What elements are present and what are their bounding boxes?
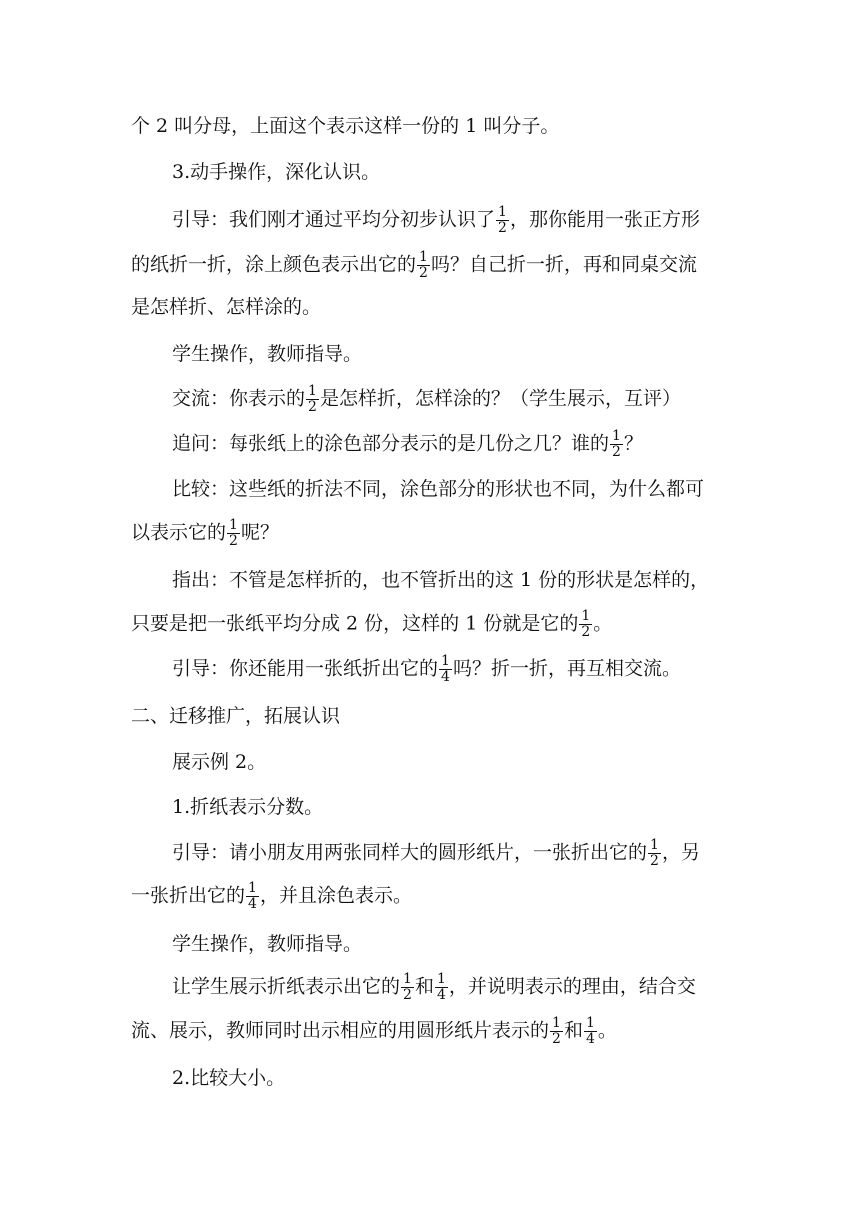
text-line: 引导：请小朋友用两张同样大的圆形纸片，一张折出它的 $\frac{1}{2}$ ，另 [172,837,700,869]
section-heading: 2.比较大小。 [172,1067,286,1089]
text-line: 展示例 2。 [172,751,267,773]
fraction-half: $\frac{1}{2}$ [498,204,507,236]
text-line: 是怎样折、怎样涂的。 [131,296,322,318]
section-heading: 二、迁移推广，拓展认识 [131,705,341,727]
fraction-quarter: $\frac{1}{4}$ [585,1015,595,1047]
text-line: 只要是把一张纸平均分成 2 份，这样的 1 份就是它的 $\frac{1}{2}$ 。 [131,608,613,640]
fraction-half: $\frac{1}{2}$ [552,1015,561,1047]
fraction-quarter: $\frac{1}{4}$ [441,653,450,685]
fraction-half: $\frac{1}{2}$ [308,383,317,415]
text-line: 交流：你表示的 $\frac{1}{2}$ 是怎样折，怎样涂的？（学生展示，互评） [172,383,681,415]
fraction-quarter: $\frac{1}{4}$ [436,971,446,1003]
section-heading: 1.折纸表示分数。 [172,796,324,818]
text-line: 追问：每张纸上的涂色部分表示的是几份之几？谁的 $\frac{1}{2}$ ？ [172,428,643,460]
text-line: 引导：我们刚才通过平均分初步认识了 $\frac{1}{2}$ ，那你能用一张正方形 [172,204,700,236]
text-line: 个 2 叫分母，上面这个表示这样一份的 1 叫分子。 [131,115,560,137]
fraction-half: $\frac{1}{2}$ [650,837,659,869]
fraction-quarter: $\frac{1}{4}$ [248,880,257,912]
fraction-half: $\frac{1}{2}$ [229,517,238,549]
text-line: 引导：你还能用一张纸折出它的 $\frac{1}{4}$ 吗？折一折，再互相交流。 [172,653,681,685]
text-line: 学生操作，教师指导。 [172,343,363,365]
text-line: 一张折出它的 $\frac{1}{4}$ ，并且涂色表示。 [131,880,412,912]
text-line: 比较：这些纸的折法不同，涂色部分的形状也不同，为什么都可 [172,478,705,500]
fraction-half: $\frac{1}{2}$ [581,608,591,640]
fraction-half: $\frac{1}{2}$ [403,971,412,1003]
text-line: 指出：不管是怎样折的，也不管折出的这 1 份的形状是怎样的， [172,569,710,591]
text-line: 让学生展示折纸表示出它的 $\frac{1}{2}$ 和 $\frac{1}{4}$ ，并说明表示的理由，结合交 [172,971,696,1003]
text-line: 流、展示，教师同时出示相应的用圆形纸片表示的 $\frac{1}{2}$ 和 $\frac{1}{4}$ 。 [131,1015,617,1047]
text-line: 学生操作，教师指导。 [172,933,363,955]
section-heading: 3.动手操作，深化认识。 [172,161,381,183]
text-line: 的纸折一折，涂上颜色表示出它的 $\frac{1}{2}$ 吗？自己折一折，再和同桌交流 [131,249,697,281]
text-line: 以表示它的 $\frac{1}{2}$ 呢？ [131,517,279,549]
fraction-half: $\frac{1}{2}$ [419,249,428,281]
fraction-half: $\frac{1}{2}$ [612,428,621,460]
